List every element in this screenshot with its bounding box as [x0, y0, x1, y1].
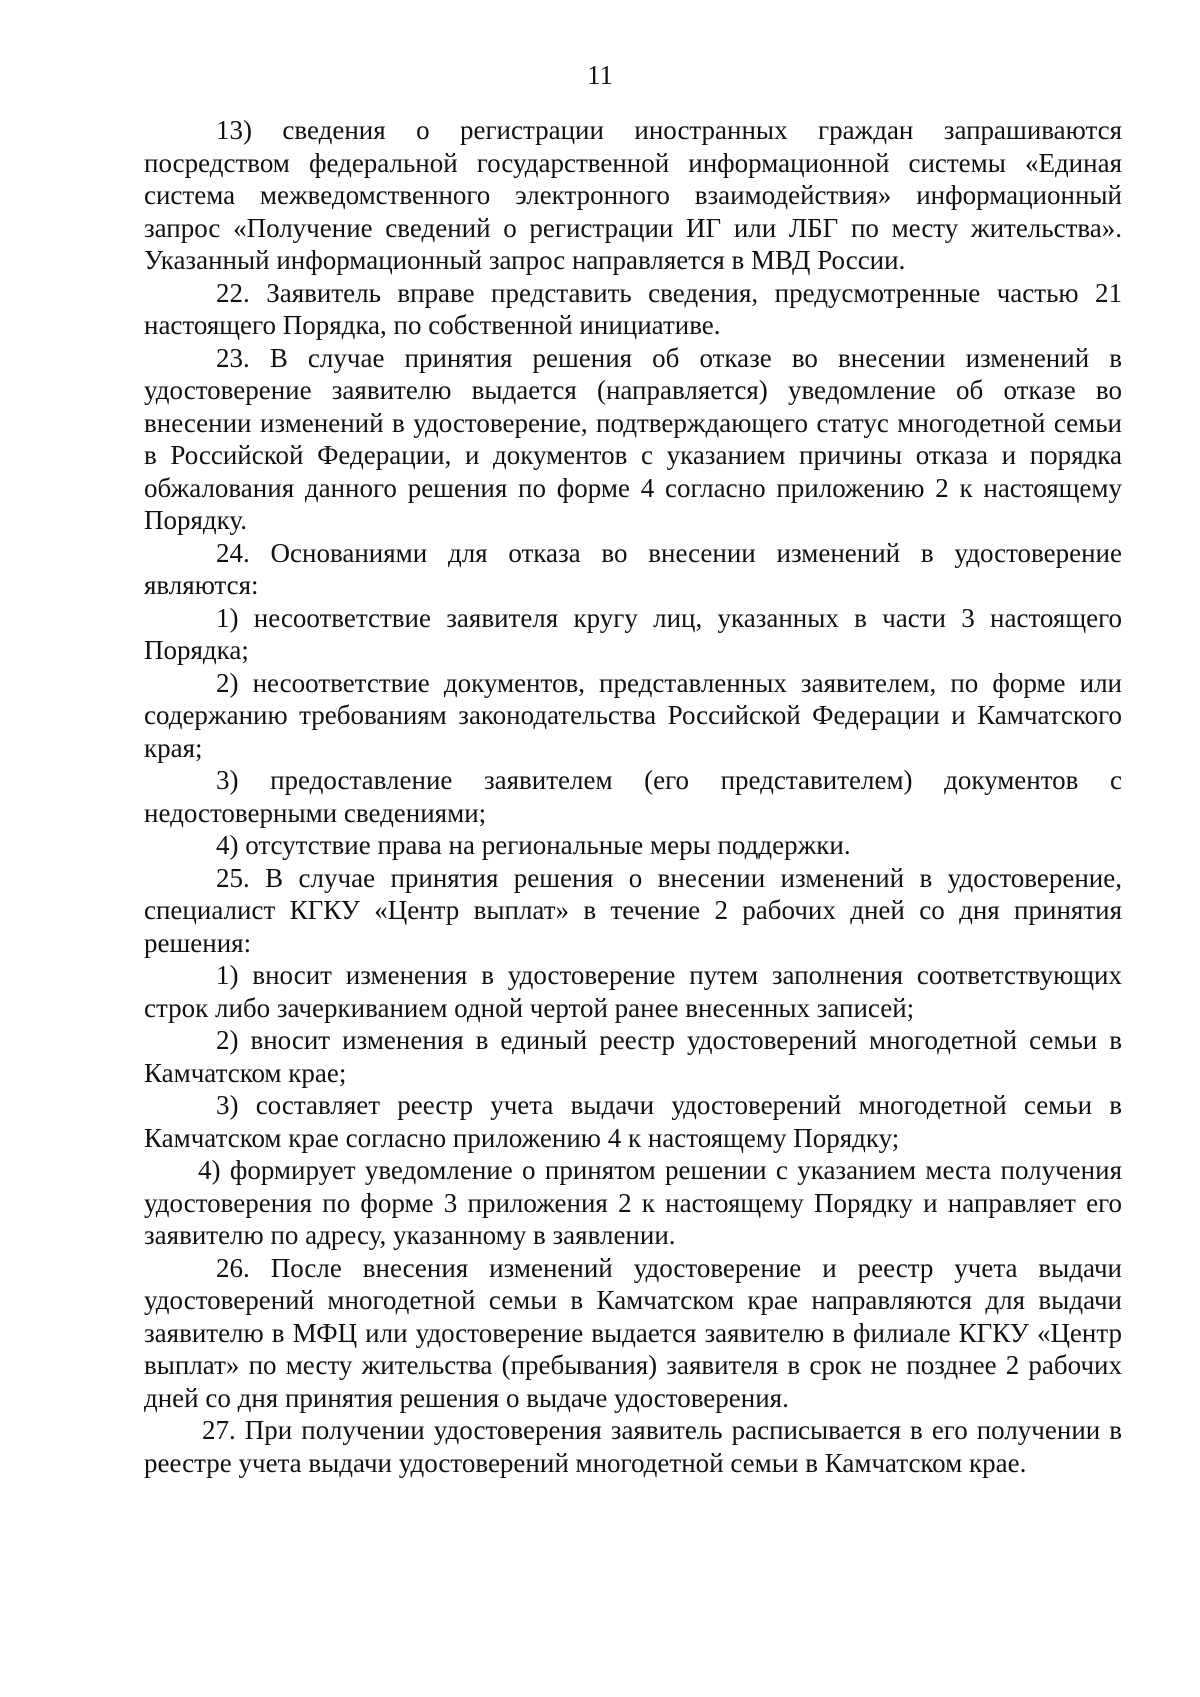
paragraph-27: 27. При получении удостоверения заявитель расписывается в его получении в реестре учета выдачи удостоверений многодетной семьи в Камчатском крае.: [144, 1415, 1122, 1478]
page-number: 11: [587, 60, 613, 90]
paragraph-24: 24. Основаниями для отказа во внесении изменений в удостоверение являются:: [144, 537, 1122, 600]
paragraph-22: 22. Заявитель вправе представить сведения, предусмотренные частью 21 настоящего Порядка, по собственной инициативе.: [144, 277, 1122, 340]
paragraph-24-item-3: 3) предоставление заявителем (его представителем) документов с недостоверными сведениями;: [144, 765, 1122, 828]
paragraph-23: 23. В случае принятия решения об отказе во внесении изменений в удостоверение заявителю выдается (направляется) уведомление об отказе во внесении изменений в удостоверение, подтверждающего статус многодетной семьи в Российской Федерации, и документов с указанием причины отказа и порядка обжалования данного решения по форме 4 согласно приложению 2 к настоящему Порядку.: [144, 342, 1122, 535]
document-body: [144, 114, 1122, 1479]
paragraph-item-13: 13) сведения о регистрации иностранных граждан запрашиваются посредством федеральной государственной информационной системы «Единая система межведомственного электронного взаимодействия» информационный запрос «Получение сведений о регистрации ИГ или ЛБГ по месту жительства». Указанный информационный запрос направляется в МВД России.: [144, 115, 1122, 275]
paragraph-24-item-1: 1) несоответствие заявителя кругу лиц, указанных в части 3 настоящего Порядка;: [144, 602, 1122, 665]
paragraph-25-item-3: 3) составляет реестр учета выдачи удостоверений многодетной семьи в Камчатском крае согласно приложению 4 к настоящему Порядку;: [144, 1090, 1122, 1153]
paragraph-26: 26. После внесения изменений удостоверение и реестр учета выдачи удостоверений многодетной семьи в Камчатском крае направляются для выдачи заявителю в МФЦ или удостоверение выдается заявителю в филиале КГКУ «Центр выплат» по месту жительства (пребывания) заявителя в срок не позднее 2 рабочих дней со дня принятия решения о выдаче удостоверения.: [144, 1252, 1122, 1413]
paragraph-24-item-4: 4) отсутствие права на региональные меры поддержки.: [216, 830, 851, 860]
paragraph-25: 25. В случае принятия решения о внесении изменений в удостоверение, специалист КГКУ «Центр выплат» в течение 2 рабочих дней со дня принятия решения:: [144, 862, 1122, 958]
paragraph-24-item-2: 2) несоответствие документов, представленных заявителем, по форме или содержанию требованиям законодательства Российской Федерации и Камчатского края;: [144, 667, 1122, 763]
paragraph-25-item-2: 2) вносит изменения в единый реестр удостоверений многодетной семьи в Камчатском крае;: [144, 1025, 1122, 1088]
paragraph-25-item-1: 1) вносит изменения в удостоверение путем заполнения соответствующих строк либо зачеркиванием одной чертой ранее внесенных записей;: [144, 960, 1122, 1023]
paragraph-25-item-4: 4) формирует уведомление о принятом решении с указанием места получения удостоверения по форме 3 приложения 2 к настоящему Порядку и направляет его заявителю по адресу, указанному в заявлении.: [144, 1155, 1122, 1250]
